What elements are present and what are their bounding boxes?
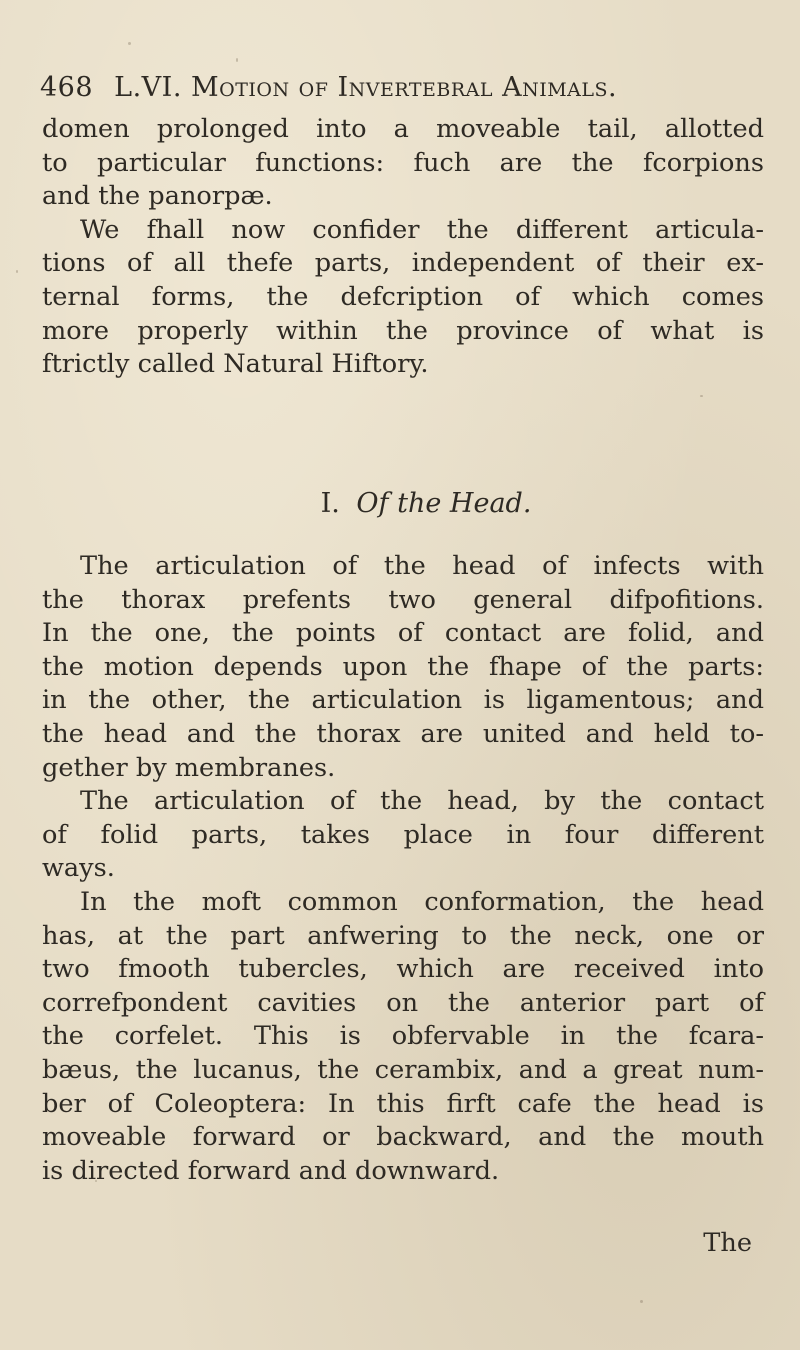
text-line: domen prolonged into a moveable tail, allotted: [42, 114, 764, 144]
paper-speck: [640, 1300, 643, 1303]
paper-speck: [236, 58, 238, 62]
text-line: the thorax prefents two general difpofitions.: [42, 584, 764, 615]
section-heading: [0, 488, 800, 519]
text-line: more properly within the province of what is: [42, 315, 764, 346]
text-line: in the other, the articulation is ligamentous; and: [42, 685, 764, 716]
page-number: 468: [40, 72, 94, 103]
text-line: ternal forms, the defcription of which comes: [42, 281, 764, 312]
text-line: of folid parts, takes place in four different: [42, 819, 764, 850]
text-line: In the moft common conformation, the head: [80, 886, 764, 917]
running-title: L.VI. Motion of Invertebral Animals.: [114, 72, 618, 103]
text-line: and the panorpæ.: [42, 181, 273, 212]
text-line: ber of Coleoptera: In this firft cafe the head is: [42, 1088, 764, 1119]
text-line: the motion depends upon the fhape of the parts:: [42, 651, 764, 682]
text-line: has, at the part anfwering to the neck, one or: [42, 920, 764, 951]
paper-speck: [128, 42, 131, 45]
text-line: The articulation of the head of infects with: [80, 551, 764, 581]
text-line: to particular functions: fuch are the fcorpions: [42, 147, 764, 178]
intro-paragraphs: [42, 113, 764, 382]
body-paragraphs: [42, 550, 764, 1188]
text-line: the head and the thorax are united and held to-: [42, 718, 764, 749]
text-line: bæus, the lucanus, the cerambix, and a great num-: [42, 1054, 764, 1085]
paper-speck: [16, 270, 18, 273]
text-line: The articulation of the head, by the contact: [80, 786, 764, 817]
section-title: Of the Head.: [356, 488, 532, 519]
section-number: I.: [320, 488, 340, 519]
text-line: tions of all thefe parts, independent of their ex-: [42, 248, 764, 279]
text-line: two fmooth tubercles, which are received into: [42, 954, 764, 985]
text-line: We fhall now confider the different articula-: [80, 214, 764, 245]
text-line: is directed forward and downward.: [42, 1155, 500, 1186]
text-line: In the one, the points of contact are folid, and: [42, 618, 764, 649]
text-line: correfpondent cavities on the anterior part of: [42, 987, 764, 1018]
text-line: moveable forward or backward, and the mouth: [42, 1122, 764, 1153]
running-header: [40, 72, 760, 103]
text-line: the corfelet. This is obfervable in the fcara-: [42, 1021, 764, 1052]
paper-speck: [700, 395, 703, 397]
text-line: ways.: [42, 853, 115, 884]
text-line: ftrictly called Natural Hiftory.: [42, 349, 429, 380]
text-line: gether by membranes.: [42, 752, 336, 783]
catchword: The: [703, 1228, 752, 1258]
